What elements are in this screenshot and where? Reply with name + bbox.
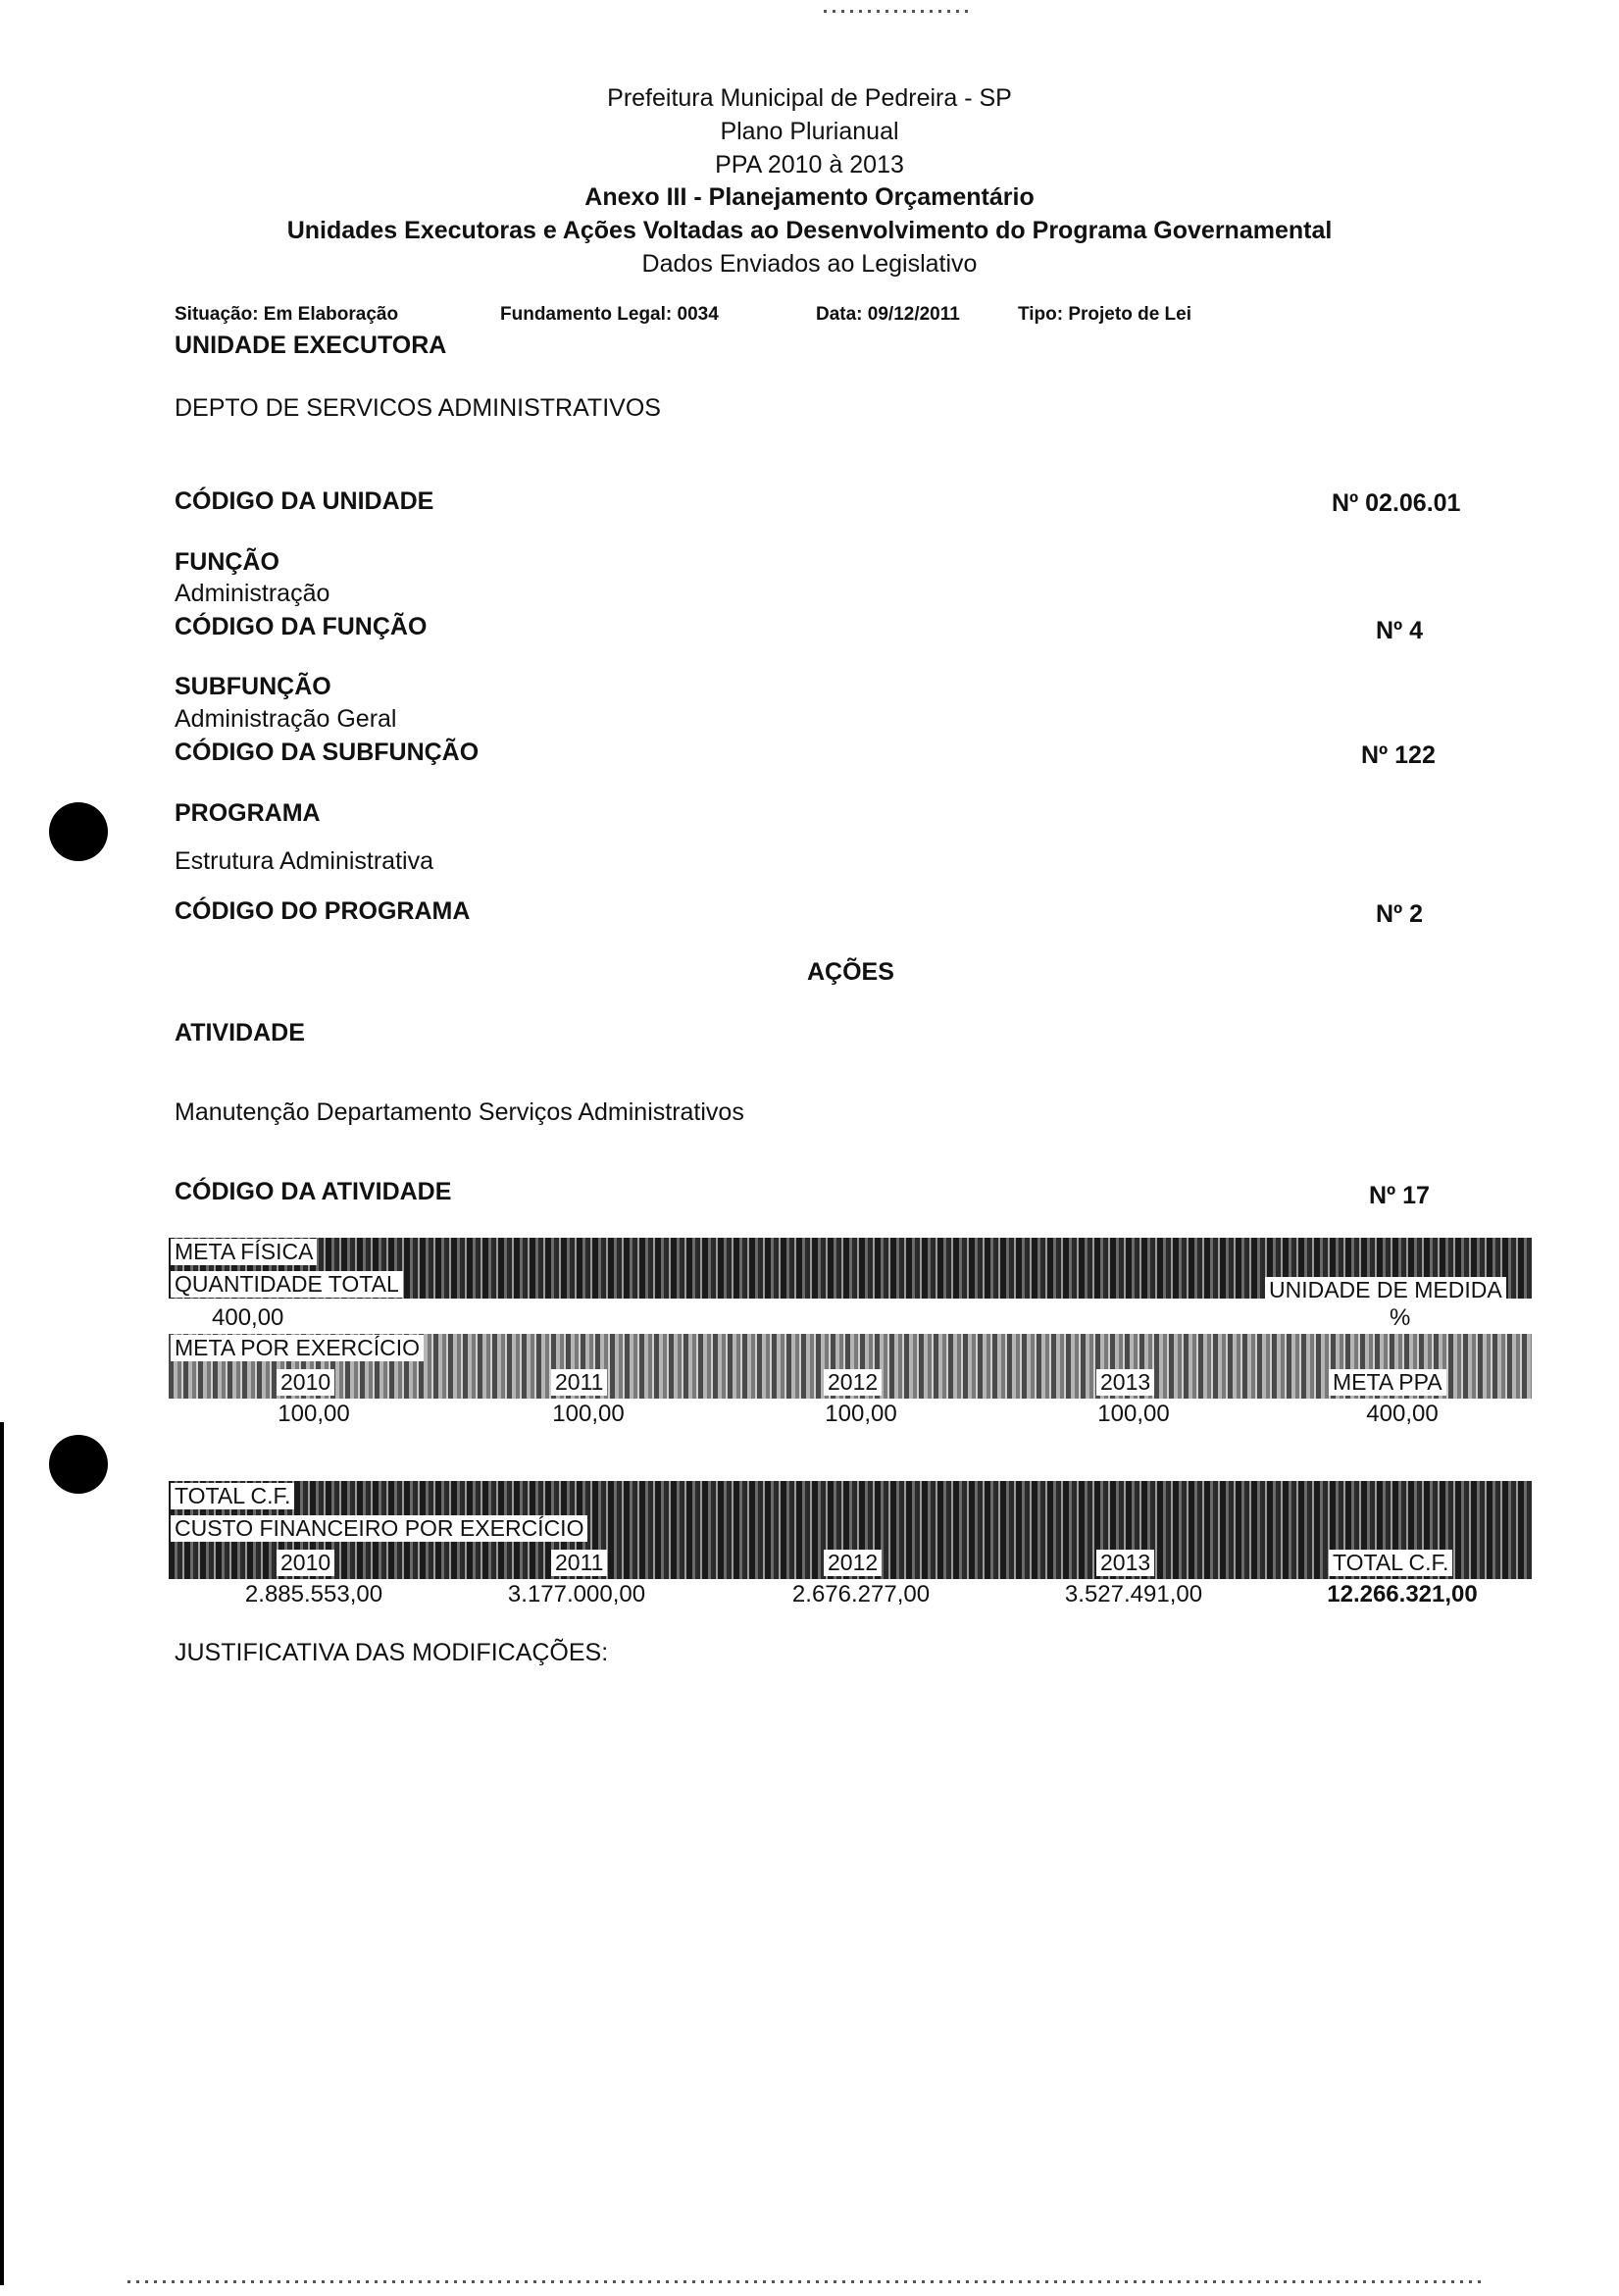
subfuncao-codigo-value: Nº 122 <box>1361 741 1436 769</box>
custo-total-cf-label: TOTAL C.F. <box>1329 1550 1452 1576</box>
custo-value-2013: 3.527.491,00 <box>1064 1581 1203 1607</box>
meta-value-2010: 100,00 <box>278 1401 350 1427</box>
custo-value-2011: 3.177.000,00 <box>507 1581 646 1607</box>
unidade-name: DEPTO DE SERVICOS ADMINISTRATIVOS <box>175 394 661 422</box>
header-plano: Plano Plurianual <box>720 118 899 145</box>
status-fundamento: Fundamento Legal: 0034 <box>500 304 719 325</box>
programa-codigo-label: CÓDIGO DO PROGRAMA <box>175 897 471 925</box>
atividade-name: Manutenção Departamento Serviços Administrativos <box>175 1098 744 1126</box>
atividade-codigo-label: CÓDIGO DA ATIVIDADE <box>175 1178 452 1205</box>
meta-ppa-value: 400,00 <box>1366 1401 1439 1427</box>
meta-year-2010: 2010 <box>277 1369 334 1396</box>
acoes-heading: AÇÕES <box>807 958 894 986</box>
subfuncao-name: Administração Geral <box>175 705 397 733</box>
meta-year-2013: 2013 <box>1096 1369 1154 1396</box>
programa-codigo-value: Nº 2 <box>1376 900 1424 928</box>
header-dados: Dados Enviados ao Legislativo <box>641 250 978 278</box>
header-unidades: Unidades Executoras e Ações Voltadas ao Desenvolvimento do Programa Governamental <box>286 217 1333 244</box>
funcao-codigo-label: CÓDIGO DA FUNÇÃO <box>175 613 428 640</box>
custo-total-label: TOTAL C.F. <box>171 1483 294 1509</box>
custo-exercicio-label: CUSTO FINANCEIRO POR EXERCÍCIO <box>171 1515 587 1542</box>
scan-noise-top <box>824 10 971 13</box>
funcao-codigo-value: Nº 4 <box>1376 617 1424 644</box>
meta-exercicio-label: META POR EXERCÍCIO <box>171 1335 424 1361</box>
punch-hole-upper <box>49 802 108 861</box>
meta-value-2013: 100,00 <box>1097 1401 1170 1427</box>
meta-year-2012: 2012 <box>824 1369 882 1396</box>
custo-year-2010: 2010 <box>277 1550 334 1576</box>
atividade-label: ATIVIDADE <box>175 1019 305 1046</box>
scan-edge-left <box>0 1422 4 2285</box>
quantidade-total-value: 400,00 <box>212 1304 284 1331</box>
justificativa-label: JUSTIFICATIVA DAS MODIFICAÇÕES: <box>175 1639 609 1666</box>
custo-total-value: 12.266.321,00 <box>1327 1581 1478 1607</box>
unidade-heading: UNIDADE EXECUTORA <box>175 332 447 359</box>
subfuncao-heading: SUBFUNÇÃO <box>175 673 331 700</box>
custo-value-2012: 2.676.277,00 <box>791 1581 931 1607</box>
status-data: Data: 09/12/2011 <box>816 304 960 325</box>
funcao-heading: FUNÇÃO <box>175 548 279 576</box>
header-anexo: Anexo III - Planejamento Orçamentário <box>584 183 1035 211</box>
custo-year-2011: 2011 <box>551 1550 607 1576</box>
meta-year-2011: 2011 <box>551 1369 607 1396</box>
programa-name: Estrutura Administrativa <box>175 847 433 875</box>
custo-value-2010: 2.885.553,00 <box>244 1581 383 1607</box>
status-tipo: Tipo: Projeto de Lei <box>1018 304 1191 325</box>
programa-heading: PROGRAMA <box>175 799 321 827</box>
unidade-codigo-value: Nº 02.06.01 <box>1332 489 1461 517</box>
status-situacao: Situação: Em Elaboração <box>175 304 399 325</box>
meta-value-2011: 100,00 <box>552 1401 625 1427</box>
custo-year-2012: 2012 <box>824 1550 882 1576</box>
funcao-name: Administração <box>175 580 330 607</box>
punch-hole-lower <box>49 1435 108 1494</box>
unidade-medida-label: UNIDADE DE MEDIDA <box>1265 1277 1506 1303</box>
header-ppa: PPA 2010 à 2013 <box>715 151 904 179</box>
atividade-codigo-value: Nº 17 <box>1369 1182 1430 1209</box>
meta-value-2012: 100,00 <box>825 1401 897 1427</box>
custo-year-2013: 2013 <box>1096 1550 1154 1576</box>
header-prefeitura: Prefeitura Municipal de Pedreira - SP <box>607 84 1012 112</box>
meta-fisica-label: META FÍSICA <box>171 1239 317 1265</box>
quantidade-total-label: QUANTIDADE TOTAL <box>171 1271 403 1298</box>
scan-noise-bottom <box>127 2280 1481 2283</box>
unidade-medida-value: % <box>1390 1304 1411 1331</box>
meta-ppa-label: META PPA <box>1329 1369 1446 1396</box>
unidade-codigo-label: CÓDIGO DA UNIDADE <box>175 487 434 515</box>
subfuncao-codigo-label: CÓDIGO DA SUBFUNÇÃO <box>175 739 480 766</box>
